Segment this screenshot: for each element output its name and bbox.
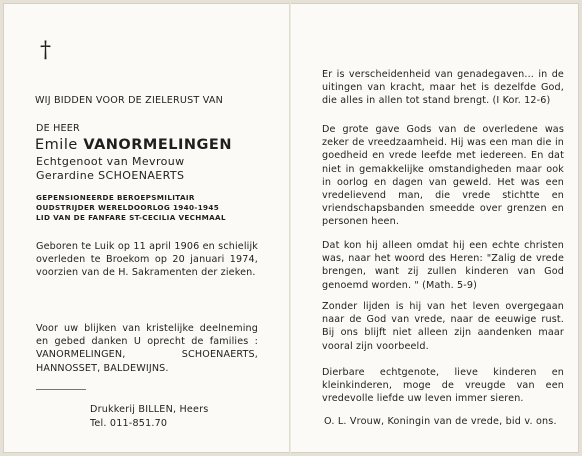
prayer-line: WIJ BIDDEN VOOR DE ZIELERUST VAN — [35, 95, 224, 106]
de-heer-line: DE HEER — [36, 123, 80, 134]
first-name: Emile — [35, 137, 78, 153]
divider — [36, 389, 86, 390]
fold-line — [289, 3, 291, 453]
printer-phone: Tel. 011-851.70 — [90, 418, 168, 429]
closing-prayer: O. L. Vrouw, Koningin van de vrede, bid v. ons. — [324, 416, 557, 427]
verse-paragraph-2: De grote gave Gods van de overledene was zeker de vreedzaamheid. Hij was een man die in goedheid en vrede leefde met iedereen. En dat niet in gemakkelijke omstandigheden maar ook in oorlog en dagen van geweld. Het was een vredelievend man, die vrede stichtte en vriendschapsbanden smeedde over grenzen en personen heen. — [322, 124, 564, 228]
title-line: GEPENSIONEERDE BEROEPSMILITAIR — [36, 193, 195, 202]
verse-paragraph-1: Er is verscheidenheid van genadegaven... in de uitingen van kracht, maar het is dezelfde God, die alles in allen tot stand brengt. (I Kor. 12-6) — [322, 69, 564, 107]
cross-icon: † — [40, 38, 51, 63]
title-line: LID VAN DE FANFARE ST-CECILIA VECHMAAL — [36, 213, 226, 222]
memorial-card — [3, 3, 579, 453]
thanks-paragraph: Voor uw blijken van kristelijke deelneming en gebed danken U oprecht de families : VANORMELINGEN, SCHOENAERTS, HANNOSSET, BALDEWIJNS. — [36, 323, 258, 374]
verse-paragraph-5: Dierbare echtgenote, lieve kinderen en kleinkinderen, moge de vreugde van een vredevolle liefde uw leven immer sieren. — [322, 367, 564, 405]
printer-name: Drukkerij BILLEN, Heers — [90, 404, 209, 415]
birth-death-paragraph: Geboren te Luik op 11 april 1906 en schielijk overleden te Broekom op 20 januari 1974, voorzien van de H. Sakramenten der zieken. — [36, 241, 258, 279]
verse-paragraph-4: Zonder lijden is hij van het leven overgegaan naar de God van vrede, naar de eeuwige rust. Bij ons blijft niet alleen zijn aandenken maar vooral zijn voorbeeld. — [322, 301, 564, 352]
last-name: VANORMELINGEN — [83, 137, 232, 153]
verse-paragraph-3: Dat kon hij alleen omdat hij een echte christen was, naar het woord des Heren: "Zalig de vrede brengen, want zij zullen kinderen van God genoemd worden. " (Math. 5-9) — [322, 240, 564, 291]
spouse-line-1: Echtgenoot van Mevrouw — [36, 155, 185, 168]
deceased-name — [35, 137, 232, 153]
spouse-line-2: Gerardine SCHOENAERTS — [36, 169, 185, 182]
title-line: OUDSTRIJDER WERELDOORLOG 1940-1945 — [36, 203, 220, 212]
